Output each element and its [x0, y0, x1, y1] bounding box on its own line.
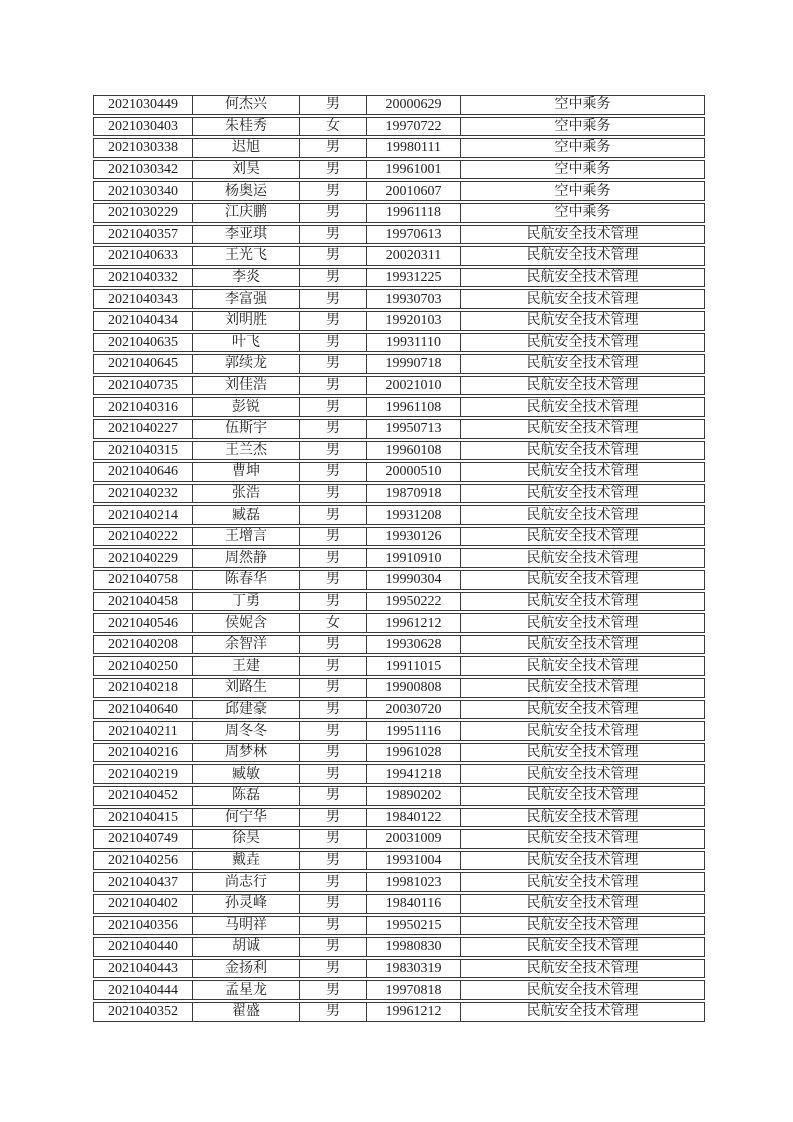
cell-major: 民航安全技术管理 [526, 378, 639, 394]
cell-name: 翟盛 [193, 1003, 300, 1021]
table-row [93, 548, 705, 568]
table-row [93, 354, 705, 374]
cell-name: 臧磊 [193, 506, 300, 524]
cell-name: 陈磊 [193, 787, 300, 805]
cell-name: 侯妮含 [193, 614, 300, 632]
cell-gender: 男 [300, 809, 367, 827]
cell-gender: 男 [300, 182, 367, 200]
cell-student-id: 2021040256 [94, 852, 193, 870]
cell-major: 空中乘务 [554, 140, 611, 156]
cell-name: 叶飞 [193, 334, 300, 352]
cell-birth-date: 19890202 [367, 787, 461, 805]
table-row [93, 138, 705, 158]
cell-gender: 男 [300, 722, 367, 740]
table-row [93, 397, 705, 417]
cell-major: 民航安全技术管理 [526, 421, 639, 437]
cell-student-id: 2021040635 [94, 334, 193, 352]
cell-student-id: 2021030449 [94, 96, 193, 114]
cell-major: 民航安全技术管理 [526, 766, 639, 782]
cell-birth-date: 19970613 [367, 226, 461, 244]
cell-student-id: 2021040458 [94, 593, 193, 611]
cell-gender: 男 [300, 895, 367, 913]
cell-name: 孙灵峰 [193, 895, 300, 913]
cell-student-id: 2021040211 [94, 722, 193, 740]
table-row [93, 635, 705, 655]
table-row [93, 268, 705, 288]
cell-gender: 男 [300, 139, 367, 157]
cell-gender: 男 [300, 593, 367, 611]
cell-name: 杨奥运 [193, 182, 300, 200]
cell-gender: 男 [300, 549, 367, 567]
cell-birth-date: 19970722 [367, 118, 461, 136]
cell-birth-date: 19840116 [367, 895, 461, 913]
cell-name: 周冬冬 [193, 722, 300, 740]
table-row [93, 570, 705, 590]
table-row [93, 764, 705, 784]
cell-major: 民航安全技术管理 [526, 853, 639, 869]
cell-student-id: 2021040227 [94, 420, 193, 438]
cell-name: 徐昊 [193, 830, 300, 848]
cell-major: 民航安全技术管理 [526, 917, 639, 933]
cell-major: 民航安全技术管理 [526, 334, 639, 350]
cell-gender: 男 [300, 204, 367, 222]
cell-birth-date: 19970818 [367, 981, 461, 999]
cell-gender: 男 [300, 420, 367, 438]
cell-student-id: 2021040332 [94, 269, 193, 287]
cell-gender: 男 [300, 312, 367, 330]
cell-student-id: 2021040232 [94, 485, 193, 503]
cell-student-id: 2021040735 [94, 377, 193, 395]
cell-major: 民航安全技术管理 [526, 788, 639, 804]
cell-gender: 男 [300, 830, 367, 848]
cell-name: 戴垚 [193, 852, 300, 870]
cell-student-id: 2021040315 [94, 442, 193, 460]
table-row [93, 721, 705, 741]
cell-birth-date: 19961118 [367, 204, 461, 222]
cell-student-id: 2021040222 [94, 528, 193, 546]
cell-major: 民航安全技术管理 [526, 464, 639, 480]
cell-major: 民航安全技术管理 [526, 550, 639, 566]
cell-birth-date: 20021010 [367, 377, 461, 395]
cell-name: 彭锐 [193, 398, 300, 416]
cell-gender: 男 [300, 377, 367, 395]
table-row [93, 95, 705, 115]
cell-gender: 男 [300, 701, 367, 719]
cell-student-id: 2021040443 [94, 960, 193, 978]
cell-major: 民航安全技术管理 [526, 593, 639, 609]
cell-gender: 男 [300, 226, 367, 244]
table-row [93, 700, 705, 720]
table-row [93, 484, 705, 504]
table-row [93, 678, 705, 698]
cell-birth-date: 19950713 [367, 420, 461, 438]
cell-gender: 男 [300, 938, 367, 956]
cell-student-id: 2021040633 [94, 247, 193, 265]
cell-major: 民航安全技术管理 [526, 745, 639, 761]
table-row [93, 462, 705, 482]
cell-name: 周然静 [193, 549, 300, 567]
cell-gender: 男 [300, 571, 367, 589]
cell-birth-date: 19920103 [367, 312, 461, 330]
cell-student-id: 2021030342 [94, 161, 193, 179]
cell-birth-date: 19981023 [367, 873, 461, 891]
cell-gender: 男 [300, 290, 367, 308]
cell-gender: 男 [300, 765, 367, 783]
cell-name: 李富强 [193, 290, 300, 308]
cell-student-id: 2021040250 [94, 657, 193, 675]
cell-student-id: 2021040218 [94, 679, 193, 697]
cell-student-id: 2021040444 [94, 981, 193, 999]
cell-name: 曹坤 [193, 463, 300, 481]
cell-birth-date: 19961028 [367, 744, 461, 762]
cell-student-id: 2021040357 [94, 226, 193, 244]
cell-name: 胡诚 [193, 938, 300, 956]
cell-student-id: 2021040352 [94, 1003, 193, 1021]
cell-birth-date: 19930628 [367, 636, 461, 654]
cell-birth-date: 19931004 [367, 852, 461, 870]
cell-gender: 女 [300, 614, 367, 632]
cell-major: 民航安全技术管理 [526, 982, 639, 998]
cell-student-id: 2021040343 [94, 290, 193, 308]
cell-major: 空中乘务 [554, 97, 611, 113]
table-row [93, 1002, 705, 1022]
cell-major: 民航安全技术管理 [526, 809, 639, 825]
cell-gender: 男 [300, 873, 367, 891]
table-row [93, 181, 705, 201]
cell-student-id: 2021040452 [94, 787, 193, 805]
cell-student-id: 2021040437 [94, 873, 193, 891]
table-row [93, 894, 705, 914]
cell-name: 邱建豪 [193, 701, 300, 719]
cell-birth-date: 19980111 [367, 139, 461, 157]
cell-name: 丁勇 [193, 593, 300, 611]
cell-major: 民航安全技术管理 [526, 291, 639, 307]
cell-major: 民航安全技术管理 [526, 961, 639, 977]
cell-birth-date: 20020311 [367, 247, 461, 265]
table-row [93, 786, 705, 806]
table-row [93, 203, 705, 223]
cell-name: 何杰兴 [193, 96, 300, 114]
cell-birth-date: 19961108 [367, 398, 461, 416]
cell-gender: 男 [300, 355, 367, 373]
table-row [93, 872, 705, 892]
cell-student-id: 2021030403 [94, 118, 193, 136]
cell-gender: 男 [300, 917, 367, 935]
cell-gender: 男 [300, 960, 367, 978]
cell-birth-date: 19961212 [367, 614, 461, 632]
cell-gender: 男 [300, 161, 367, 179]
cell-major: 民航安全技术管理 [526, 226, 639, 242]
cell-name: 王建 [193, 657, 300, 675]
cell-major: 民航安全技术管理 [526, 896, 639, 912]
cell-birth-date: 19931208 [367, 506, 461, 524]
cell-major: 民航安全技术管理 [526, 680, 639, 696]
cell-gender: 男 [300, 442, 367, 460]
table-row [93, 592, 705, 612]
table-row [93, 419, 705, 439]
roster-table [93, 95, 705, 1022]
cell-name: 朱桂秀 [193, 118, 300, 136]
cell-name: 刘佳浩 [193, 377, 300, 395]
cell-birth-date: 19911015 [367, 657, 461, 675]
cell-gender: 男 [300, 247, 367, 265]
cell-gender: 女 [300, 118, 367, 136]
table-row [93, 613, 705, 633]
cell-birth-date: 19980830 [367, 938, 461, 956]
cell-name: 周梦林 [193, 744, 300, 762]
cell-name: 刘明胜 [193, 312, 300, 330]
table-row [93, 829, 705, 849]
cell-name: 何宁华 [193, 809, 300, 827]
cell-birth-date: 19990304 [367, 571, 461, 589]
cell-name: 余智洋 [193, 636, 300, 654]
cell-major: 民航安全技术管理 [526, 485, 639, 501]
cell-name: 陈春华 [193, 571, 300, 589]
cell-birth-date: 19930126 [367, 528, 461, 546]
cell-name: 王兰杰 [193, 442, 300, 460]
cell-birth-date: 19900808 [367, 679, 461, 697]
cell-major: 民航安全技术管理 [526, 356, 639, 372]
cell-birth-date: 20000510 [367, 463, 461, 481]
cell-major: 民航安全技术管理 [526, 723, 639, 739]
cell-name: 臧敏 [193, 765, 300, 783]
cell-name: 伍斯宇 [193, 420, 300, 438]
cell-student-id: 2021040546 [94, 614, 193, 632]
cell-name: 马明祥 [193, 917, 300, 935]
cell-student-id: 2021030229 [94, 204, 193, 222]
cell-student-id: 2021040356 [94, 917, 193, 935]
table-row [93, 289, 705, 309]
cell-gender: 男 [300, 981, 367, 999]
cell-birth-date: 19950215 [367, 917, 461, 935]
cell-birth-date: 19961212 [367, 1003, 461, 1021]
table-row [93, 376, 705, 396]
cell-name: 李亚琪 [193, 226, 300, 244]
cell-student-id: 2021040219 [94, 765, 193, 783]
cell-student-id: 2021040208 [94, 636, 193, 654]
cell-major: 民航安全技术管理 [526, 572, 639, 588]
cell-birth-date: 19950222 [367, 593, 461, 611]
table-row [93, 743, 705, 763]
cell-name: 迟旭 [193, 139, 300, 157]
cell-major: 民航安全技术管理 [526, 831, 639, 847]
cell-gender: 男 [300, 334, 367, 352]
cell-birth-date: 19941218 [367, 765, 461, 783]
cell-major: 民航安全技术管理 [526, 874, 639, 890]
table-row [93, 160, 705, 180]
table-row [93, 656, 705, 676]
cell-major: 民航安全技术管理 [526, 313, 639, 329]
cell-major: 空中乘务 [554, 118, 611, 134]
cell-student-id: 2021030340 [94, 182, 193, 200]
cell-name: 金扬利 [193, 960, 300, 978]
cell-birth-date: 19960108 [367, 442, 461, 460]
cell-major: 民航安全技术管理 [526, 701, 639, 717]
cell-gender: 男 [300, 657, 367, 675]
cell-major: 空中乘务 [554, 162, 611, 178]
table-row [93, 225, 705, 245]
cell-major: 空中乘务 [554, 205, 611, 221]
cell-gender: 男 [300, 636, 367, 654]
cell-student-id: 2021040645 [94, 355, 193, 373]
cell-major: 民航安全技术管理 [526, 507, 639, 523]
table-row [93, 311, 705, 331]
cell-gender: 男 [300, 485, 367, 503]
cell-major: 民航安全技术管理 [526, 615, 639, 631]
cell-birth-date: 19961001 [367, 161, 461, 179]
cell-name: 李炎 [193, 269, 300, 287]
cell-major: 民航安全技术管理 [526, 658, 639, 674]
table-row [93, 851, 705, 871]
cell-birth-date: 20010607 [367, 182, 461, 200]
table-row [93, 441, 705, 461]
cell-student-id: 2021040229 [94, 549, 193, 567]
cell-major: 民航安全技术管理 [526, 442, 639, 458]
cell-birth-date: 19951116 [367, 722, 461, 740]
cell-gender: 男 [300, 852, 367, 870]
cell-name: 王光飞 [193, 247, 300, 265]
cell-name: 刘昊 [193, 161, 300, 179]
cell-birth-date: 20031009 [367, 830, 461, 848]
cell-student-id: 2021040402 [94, 895, 193, 913]
cell-birth-date: 19931110 [367, 334, 461, 352]
cell-birth-date: 20000629 [367, 96, 461, 114]
cell-gender: 男 [300, 506, 367, 524]
cell-gender: 男 [300, 398, 367, 416]
cell-name: 张浩 [193, 485, 300, 503]
cell-gender: 男 [300, 744, 367, 762]
cell-name: 孟星龙 [193, 981, 300, 999]
cell-student-id: 2021040440 [94, 938, 193, 956]
cell-student-id: 2021040749 [94, 830, 193, 848]
table-row [93, 246, 705, 266]
cell-gender: 男 [300, 96, 367, 114]
table-row [93, 527, 705, 547]
cell-name: 江庆鹏 [193, 204, 300, 222]
cell-birth-date: 19930703 [367, 290, 461, 308]
table-row [93, 916, 705, 936]
table-row [93, 980, 705, 1000]
cell-name: 尚志行 [193, 873, 300, 891]
cell-major: 民航安全技术管理 [526, 1004, 639, 1020]
cell-birth-date: 20030720 [367, 701, 461, 719]
cell-major: 民航安全技术管理 [526, 270, 639, 286]
cell-student-id: 2021040214 [94, 506, 193, 524]
cell-gender: 男 [300, 1003, 367, 1021]
cell-birth-date: 19840122 [367, 809, 461, 827]
cell-major: 民航安全技术管理 [526, 248, 639, 264]
cell-birth-date: 19910910 [367, 549, 461, 567]
cell-major: 空中乘务 [554, 183, 611, 199]
cell-gender: 男 [300, 463, 367, 481]
cell-gender: 男 [300, 679, 367, 697]
cell-student-id: 2021040434 [94, 312, 193, 330]
cell-name: 郭续龙 [193, 355, 300, 373]
cell-major: 民航安全技术管理 [526, 529, 639, 545]
cell-name: 王增言 [193, 528, 300, 546]
cell-major: 民航安全技术管理 [526, 637, 639, 653]
table-row [93, 959, 705, 979]
cell-student-id: 2021040216 [94, 744, 193, 762]
cell-major: 民航安全技术管理 [526, 399, 639, 415]
cell-gender: 男 [300, 787, 367, 805]
cell-birth-date: 19830319 [367, 960, 461, 978]
cell-student-id: 2021040646 [94, 463, 193, 481]
cell-major: 民航安全技术管理 [526, 939, 639, 955]
cell-student-id: 2021040640 [94, 701, 193, 719]
table-row [93, 808, 705, 828]
cell-student-id: 2021040758 [94, 571, 193, 589]
cell-name: 刘路生 [193, 679, 300, 697]
cell-birth-date: 19931225 [367, 269, 461, 287]
cell-gender: 男 [300, 269, 367, 287]
table-row [93, 333, 705, 353]
cell-student-id: 2021030338 [94, 139, 193, 157]
table-row [93, 117, 705, 137]
cell-birth-date: 19870918 [367, 485, 461, 503]
cell-student-id: 2021040415 [94, 809, 193, 827]
cell-student-id: 2021040316 [94, 398, 193, 416]
table-row [93, 937, 705, 957]
cell-birth-date: 19990718 [367, 355, 461, 373]
table-row [93, 505, 705, 525]
cell-gender: 男 [300, 528, 367, 546]
